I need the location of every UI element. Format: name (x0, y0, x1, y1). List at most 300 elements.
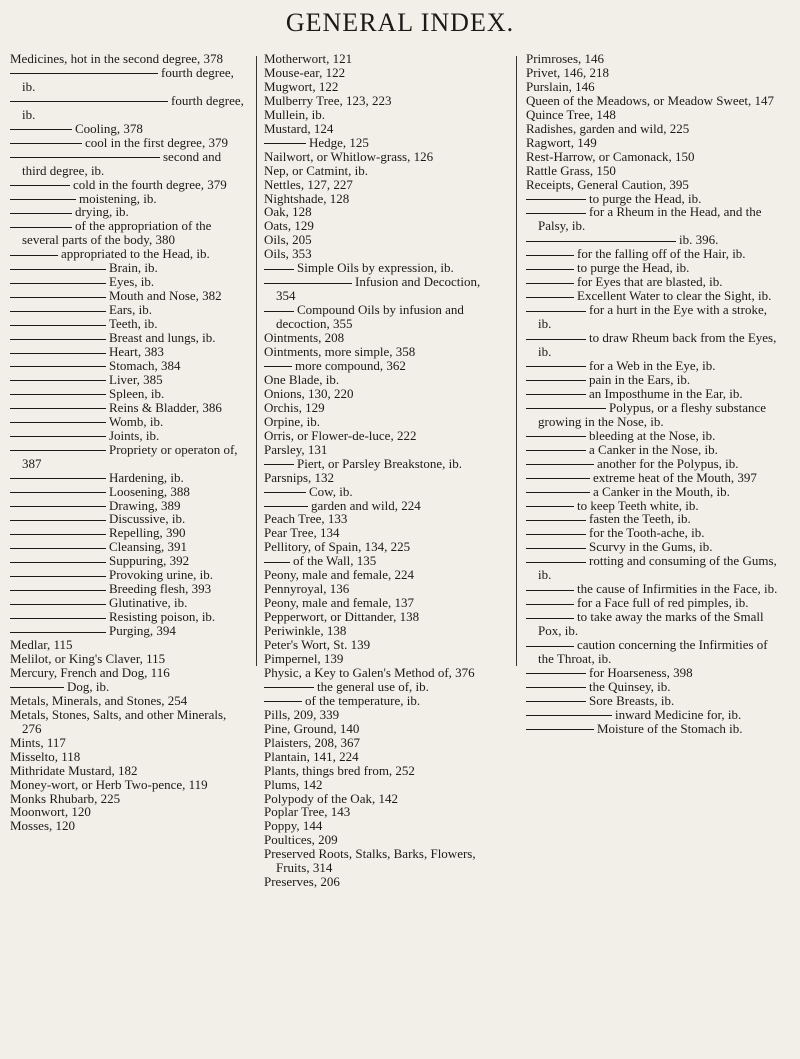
index-entry-text: One Blade, ib. (264, 371, 340, 387)
ditto-rule (264, 687, 314, 688)
ditto-rule (10, 185, 70, 186)
index-entry-text: Pepperwort, or Dittander, 138 (264, 609, 420, 625)
index-entry-text: caution concerning the Infirmities of the Throat, ib. (538, 637, 768, 666)
index-entry-text: Repelling, 390 (109, 525, 186, 541)
index-entry-text: more compound, 362 (295, 357, 406, 373)
index-entry (526, 680, 782, 694)
index-entry (264, 471, 502, 485)
index-entry-text: Simple Oils by expression, ib. (297, 260, 454, 276)
index-entry (526, 94, 782, 108)
index-entry-text: bleeding at the Nose, ib. (589, 427, 716, 443)
index-entry (264, 331, 502, 345)
index-entry (10, 192, 248, 206)
index-entry-text: Mercury, French and Dog, 116 (10, 664, 170, 680)
index-entry-text: garden and wild, 224 (311, 497, 421, 513)
index-entry (264, 708, 502, 722)
ditto-rule (526, 436, 586, 437)
index-entry (526, 512, 782, 526)
index-entry-text: Pear Tree, 134 (264, 525, 340, 541)
index-entry (264, 805, 502, 819)
index-entry (526, 66, 782, 80)
index-entry (264, 652, 502, 666)
ditto-rule (10, 548, 106, 549)
index-entry (10, 303, 248, 317)
ditto-rule (10, 380, 106, 381)
index-entry (264, 750, 502, 764)
index-entry (526, 233, 782, 247)
index-entry (10, 136, 248, 150)
index-entry (10, 415, 248, 429)
index-entry (526, 429, 782, 443)
ditto-rule (10, 213, 72, 214)
index-entry-text: Privet, 146, 218 (526, 64, 610, 80)
index-entry (526, 373, 782, 387)
index-entry-text: fourth degree, ib. (22, 92, 244, 122)
ditto-rule (10, 604, 106, 605)
index-entry-text: Ragwort, 149 (526, 134, 597, 150)
index-entry (10, 778, 248, 792)
index-entry-text: Receipts, General Caution, 395 (526, 176, 689, 192)
index-entry-text: for a Rheum in the Head, and the Palsy, ib. (538, 204, 762, 234)
index-entry (526, 638, 782, 666)
index-entry (10, 638, 248, 652)
ditto-rule (526, 715, 612, 716)
index-entry (526, 582, 782, 596)
index-entry (264, 192, 502, 206)
ditto-rule (264, 464, 294, 465)
index-entry-text: Loosening, 388 (109, 483, 190, 499)
index-entry (264, 457, 502, 471)
index-entry (264, 875, 502, 889)
index-entry-text: Orris, or Flower-de-luce, 222 (264, 427, 417, 443)
index-entry-text: the general use of, ib. (317, 678, 429, 694)
ditto-rule (526, 394, 586, 395)
index-entry-text: fasten the Teeth, ib. (589, 511, 691, 527)
ditto-rule (10, 129, 72, 130)
ditto-rule (526, 562, 586, 563)
ditto-rule (264, 366, 292, 367)
index-entry-text: Pellitory, of Spain, 134, 225 (264, 539, 411, 555)
index-entry (264, 205, 502, 219)
index-entry (526, 666, 782, 680)
index-entry (10, 680, 248, 694)
index-entry (264, 136, 502, 150)
index-entry (10, 750, 248, 764)
ditto-rule (526, 548, 586, 549)
index-entry-text: second and third degree, ib. (22, 148, 222, 178)
index-entry (10, 247, 248, 261)
index-entry (526, 247, 782, 261)
ditto-rule (526, 213, 586, 214)
index-entry-text: Poultices, 209 (264, 832, 338, 848)
index-entry (526, 164, 782, 178)
index-entry (526, 485, 782, 499)
index-entry-text: Reins & Bladder, 386 (109, 399, 222, 415)
index-entry-text: the Quinsey, ib. (589, 678, 671, 694)
index-entry (10, 429, 248, 443)
index-entry-text: Excellent Water to clear the Sight, ib. (577, 288, 772, 304)
index-entry-text: pain in the Ears, ib. (589, 371, 691, 387)
ditto-rule (10, 394, 106, 395)
index-entry-text: to take away the marks of the Small Pox, ib. (538, 609, 764, 639)
ditto-rule (526, 450, 586, 451)
index-entry-text: Rest-Harrow, or Camonack, 150 (526, 148, 695, 164)
index-entry (10, 805, 248, 819)
ditto-rule (10, 325, 106, 326)
index-entry-text: Nep, or Catmint, ib. (264, 162, 368, 178)
index-entry (264, 485, 502, 499)
index-entry (526, 554, 782, 582)
index-entry-text: the cause of Infirmities in the Face, ib. (577, 581, 778, 597)
index-entry-text: Provoking urine, ib. (109, 567, 213, 583)
index-entry (264, 66, 502, 80)
ditto-rule (10, 283, 106, 284)
index-entry-text: Metals, Minerals, and Stones, 254 (10, 692, 188, 708)
index-entry-text: Peony, male and female, 224 (264, 567, 415, 583)
index-entry-text: Eyes, ib. (109, 274, 155, 290)
index-entry (10, 401, 248, 415)
index-entry-text: Medicines, hot in the second degree, 378 (10, 51, 223, 66)
ditto-rule (10, 255, 58, 256)
index-entry-text: Orchis, 129 (264, 399, 325, 415)
index-entry-text: to purge the Head, ib. (589, 190, 702, 206)
index-entry (264, 429, 502, 443)
index-entry-text: Oils, 353 (264, 246, 312, 262)
index-entry-text: Stomach, 384 (109, 357, 181, 373)
index-entry (264, 178, 502, 192)
index-entry (526, 303, 782, 331)
ditto-rule (10, 143, 82, 144)
index-entry-text: inward Medicine for, ib. (615, 706, 742, 722)
index-entry-text: extreme heat of the Mouth, 397 (593, 469, 757, 485)
index-entry-text: Nightshade, 128 (264, 190, 350, 206)
index-entry-text: to purge the Head, ib. (577, 260, 690, 276)
ditto-rule (526, 255, 574, 256)
index-entry (264, 373, 502, 387)
ditto-rule (526, 366, 586, 367)
index-entry-text: Peach Tree, 133 (264, 511, 348, 527)
index-entry (10, 443, 248, 471)
index-entry (264, 275, 502, 303)
ditto-rule (526, 520, 586, 521)
index-entry (526, 108, 782, 122)
ditto-rule (264, 506, 308, 507)
index-entry (10, 792, 248, 806)
index-entry (10, 568, 248, 582)
index-entry (10, 499, 248, 513)
index-entry-text: Mouth and Nose, 382 (109, 288, 222, 304)
ditto-rule (526, 534, 586, 535)
index-entry-text: Moisture of the Stomach ib. (597, 720, 743, 736)
ditto-rule (526, 464, 594, 465)
index-entry-text: Radishes, garden and wild, 225 (526, 120, 690, 136)
index-entry (264, 345, 502, 359)
ditto-rule (10, 590, 106, 591)
index-entry (10, 331, 248, 345)
ditto-rule (264, 283, 352, 284)
index-entry-text: Physic, a Key to Galen's Method of, 376 (264, 664, 475, 680)
ditto-rule (10, 506, 106, 507)
index-entry (10, 652, 248, 666)
index-entry-text: Cooling, 378 (75, 120, 143, 136)
index-entry-text: Motherwort, 121 (264, 51, 353, 66)
index-entry (264, 122, 502, 136)
index-entry (264, 387, 502, 401)
index-entry-text: for Hoarseness, 398 (589, 664, 693, 680)
index-entry (264, 694, 502, 708)
column-divider (516, 56, 517, 666)
index-entry-text: Purging, 394 (109, 623, 176, 639)
index-entry (10, 596, 248, 610)
index-entry-text: Poplar Tree, 143 (264, 804, 351, 820)
index-entry-text: for Eyes that are blasted, ib. (577, 274, 723, 290)
ditto-rule (526, 408, 606, 409)
ditto-rule (264, 701, 302, 702)
index-entry (10, 666, 248, 680)
index-entry-text: Scurvy in the Gums, ib. (589, 539, 713, 555)
ditto-rule (10, 450, 106, 451)
index-entry (10, 275, 248, 289)
ditto-rule (526, 339, 586, 340)
ditto-rule (526, 604, 574, 605)
index-entry-text: Nettles, 127, 227 (264, 176, 353, 192)
index-entry-text: Breeding flesh, 393 (109, 581, 212, 597)
index-entry-text: Teeth, ib. (109, 316, 158, 332)
ditto-rule (10, 408, 106, 409)
ditto-rule (10, 101, 168, 102)
index-entry-text: Orpine, ib. (264, 413, 320, 429)
index-entry (526, 722, 782, 736)
index-entry (264, 847, 502, 875)
index-entry (264, 94, 502, 108)
index-entry (526, 708, 782, 722)
index-entry (10, 485, 248, 499)
index-entry (264, 150, 502, 164)
ditto-rule (10, 492, 106, 493)
index-entry-text: Mosses, 120 (10, 818, 76, 834)
index-entry-text: Brain, ib. (109, 260, 158, 276)
index-entry (526, 192, 782, 206)
index-entry (10, 582, 248, 596)
index-entry (10, 205, 248, 219)
index-entry (264, 778, 502, 792)
index-entry-text: Infusion and Decoction, 354 (276, 274, 481, 304)
index-entry-text: Plants, things bred from, 252 (264, 762, 415, 778)
index-entry-text: Moonwort, 120 (10, 804, 91, 820)
index-entry-text: Hardening, ib. (109, 469, 184, 485)
index-entry (264, 303, 502, 331)
ditto-rule (264, 143, 306, 144)
index-entry (10, 736, 248, 750)
index-entry-text: Compound Oils by infusion and decoction, 355 (276, 302, 464, 332)
index-entry-text: Dog, ib. (67, 678, 110, 694)
index-entry-text: Piert, or Parsley Breakstone, ib. (297, 455, 462, 471)
index-entry (10, 261, 248, 275)
index-entry-text: a Canker in the Nose, ib. (589, 441, 718, 457)
index-entry (10, 610, 248, 624)
index-entry (10, 471, 248, 485)
index-entry-text: Drawing, 389 (109, 497, 181, 513)
ditto-rule (10, 687, 64, 688)
index-entry (264, 80, 502, 94)
ditto-rule (10, 269, 106, 270)
index-entry-text: Preserved Roots, Stalks, Barks, Flowers, Fruits, 314 (264, 846, 476, 876)
index-entry (10, 289, 248, 303)
index-entry (10, 52, 248, 66)
index-entry-text: Pine, Ground, 140 (264, 720, 360, 736)
ditto-rule (526, 380, 586, 381)
index-entry-text: Hedge, 125 (309, 134, 369, 150)
index-entry-text: ib. 396. (679, 232, 719, 248)
index-entry (526, 610, 782, 638)
index-entry-text: Mints, 117 (10, 734, 66, 750)
index-entry (264, 359, 502, 373)
index-entry-text: Monks Rhubarb, 225 (10, 790, 121, 806)
index-entry-text: moistening, ib. (79, 190, 157, 206)
index-entry (264, 596, 502, 610)
index-entry (526, 499, 782, 513)
ditto-rule (10, 534, 106, 535)
index-entry-text: Preserves, 206 (264, 874, 340, 890)
index-entry (526, 387, 782, 401)
ditto-rule (10, 562, 106, 563)
ditto-rule (10, 422, 106, 423)
index-entry-text: Mullein, ib. (264, 106, 326, 122)
index-entry-text: Joints, ib. (109, 427, 160, 443)
index-entry (526, 457, 782, 471)
index-entry (526, 275, 782, 289)
index-entry (10, 94, 248, 122)
index-entry (526, 331, 782, 359)
index-entry (264, 792, 502, 806)
index-entry-text: Money-wort, or Herb Two-pence, 119 (10, 776, 208, 792)
index-column-1 (10, 52, 248, 833)
index-column-2 (264, 52, 502, 889)
ditto-rule (10, 227, 72, 228)
index-entry (526, 289, 782, 303)
index-entry-text: Oils, 205 (264, 232, 312, 248)
index-entry-text: Spleen, ib. (109, 385, 165, 401)
index-entry-text: Mulberry Tree, 123, 223 (264, 92, 392, 108)
index-entry-text: Mithridate Mustard, 182 (10, 762, 138, 778)
index-entry (264, 819, 502, 833)
index-entry-text: Womb, ib. (109, 413, 164, 429)
index-entry (264, 261, 502, 275)
index-entry (264, 233, 502, 247)
index-entry (526, 136, 782, 150)
index-entry (10, 624, 248, 638)
index-entry-text: rotting and consuming of the Gums, ib. (538, 553, 777, 583)
index-entry-text: Plaisters, 208, 367 (264, 734, 361, 750)
ditto-rule (10, 297, 106, 298)
index-entry (264, 722, 502, 736)
index-entry (264, 499, 502, 513)
index-entry-text: Pennyroyal, 136 (264, 581, 350, 597)
index-entry-text: of the temperature, ib. (305, 692, 421, 708)
index-entry-text: to keep Teeth white, ib. (577, 497, 699, 513)
index-entry (10, 150, 248, 178)
index-entry-text: Poppy, 144 (264, 818, 323, 834)
ditto-rule (526, 646, 574, 647)
index-entry-text: for a Face full of red pimples, ib. (577, 595, 749, 611)
ditto-rule (10, 618, 106, 619)
index-entry-text: Quince Tree, 148 (526, 106, 616, 122)
index-entry-text: Polypus, or a fleshy substance growing in the Nose, ib. (538, 399, 767, 429)
index-entry-text: Heart, 383 (109, 344, 164, 360)
index-entry (526, 443, 782, 457)
index-entry (10, 373, 248, 387)
index-entry (264, 833, 502, 847)
ditto-rule (264, 311, 294, 312)
index-entry (10, 512, 248, 526)
index-entry (264, 164, 502, 178)
index-entry-text: Peter's Wort, St. 139 (264, 637, 371, 653)
index-entry (264, 108, 502, 122)
index-entry (264, 526, 502, 540)
ditto-rule (526, 618, 574, 619)
index-entry-text: Mustard, 124 (264, 120, 334, 136)
index-entry-text: Breast and lungs, ib. (109, 330, 216, 346)
index-entry (10, 66, 248, 94)
index-entry (10, 694, 248, 708)
ditto-rule (264, 492, 306, 493)
index-entry (264, 52, 502, 66)
index-entry (264, 666, 502, 680)
index-entry (526, 80, 782, 94)
ditto-rule (526, 729, 594, 730)
index-entry-text: Purslain, 146 (526, 78, 595, 94)
index-entry-text: Parsley, 131 (264, 441, 328, 457)
index-entry (526, 694, 782, 708)
ditto-rule (526, 506, 574, 507)
index-entry (264, 764, 502, 778)
index-entry-text: cold in the fourth degree, 379 (73, 176, 227, 192)
ditto-rule (10, 339, 106, 340)
index-entry-text: Plantain, 141, 224 (264, 748, 359, 764)
index-entry (10, 359, 248, 373)
ditto-rule (264, 562, 290, 563)
index-entry-text: Metals, Stones, Salts, and other Minerals, 276 (10, 706, 227, 736)
index-entry (10, 219, 248, 247)
index-entry-text: fourth degree, ib. (22, 64, 234, 94)
index-entry-text: for the falling off of the Hair, ib. (577, 246, 746, 262)
index-entry-text: Mugwort, 122 (264, 78, 339, 94)
ditto-rule (10, 478, 106, 479)
index-entry-text: Pills, 209, 339 (264, 706, 340, 722)
index-entry (10, 708, 248, 736)
index-entry-text: an Imposthume in the Ear, ib. (589, 385, 743, 401)
index-entry (10, 540, 248, 554)
ditto-rule (10, 632, 106, 633)
index-entry (526, 150, 782, 164)
index-entry (526, 540, 782, 554)
index-entry-text: for the Tooth-ache, ib. (589, 525, 705, 541)
index-entry (10, 317, 248, 331)
index-entry (264, 415, 502, 429)
index-entry (264, 554, 502, 568)
index-entry (526, 471, 782, 485)
index-entry-text: another for the Polypus, ib. (597, 455, 739, 471)
index-entry-text: Oak, 128 (264, 204, 312, 220)
index-entry (10, 554, 248, 568)
ditto-rule (10, 576, 106, 577)
page-title: GENERAL INDEX. (285, 8, 515, 37)
ditto-rule (526, 492, 590, 493)
ditto-rule (10, 157, 160, 158)
index-entry-text: to draw Rheum back from the Eyes, ib. (538, 330, 777, 360)
index-entry-text: Rattle Grass, 150 (526, 162, 616, 178)
index-entry-text: Ointments, more simple, 358 (264, 344, 416, 360)
